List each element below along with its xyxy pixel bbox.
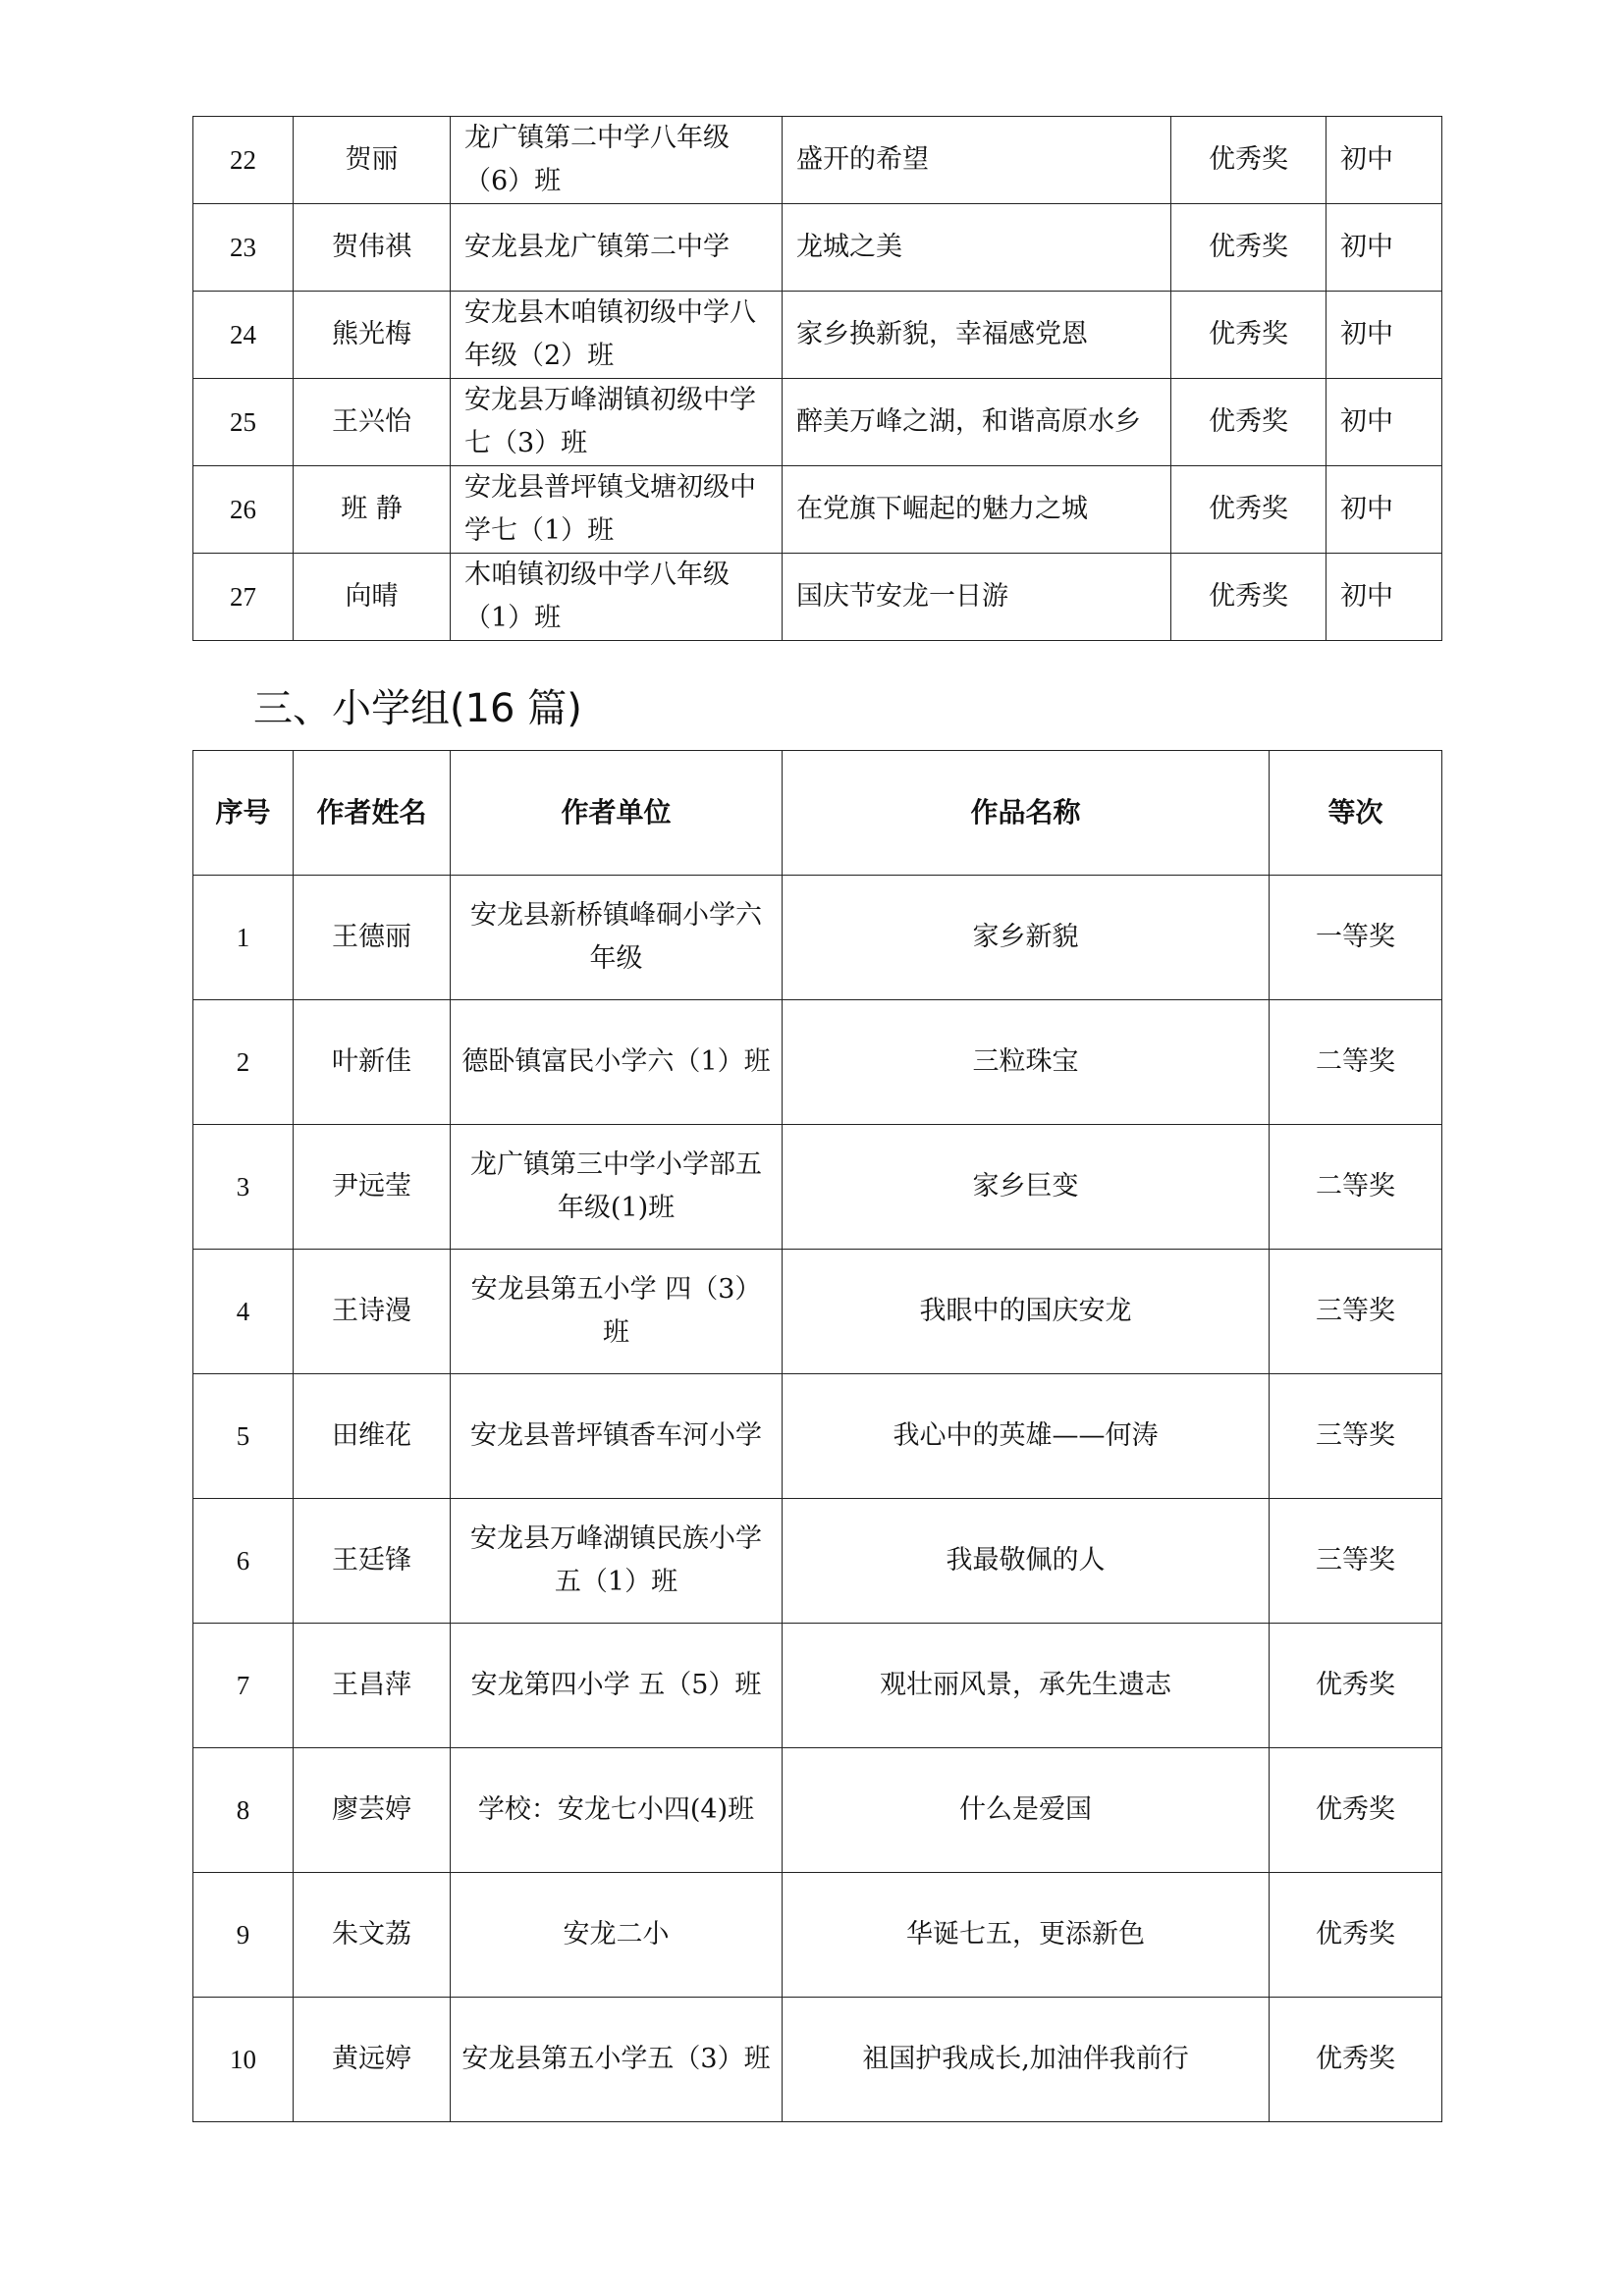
row-number: 27 [193, 554, 294, 641]
author-name: 王德丽 [294, 876, 451, 1000]
row-number: 26 [193, 466, 294, 554]
work-title: 醉美万峰之湖，和谐高原水乡 [783, 379, 1171, 466]
table-row [193, 1250, 1442, 1374]
row-number: 6 [193, 1499, 294, 1624]
work-title: 我最敬佩的人 [783, 1499, 1270, 1624]
author-name: 廖芸婷 [294, 1748, 451, 1873]
table-row [193, 204, 1442, 292]
author-name: 朱文荔 [294, 1873, 451, 1998]
row-number: 22 [193, 117, 294, 204]
author-name: 贺伟祺 [294, 204, 451, 292]
award-level: 优秀奖 [1270, 1624, 1442, 1748]
award-level: 优秀奖 [1171, 379, 1326, 466]
author-name: 王兴怡 [294, 379, 451, 466]
work-title: 三粒珠宝 [783, 1000, 1270, 1125]
work-title: 我心中的英雄——何涛 [783, 1374, 1270, 1499]
table-row [193, 1998, 1442, 2122]
author-unit: 德卧镇富民小学六（1）班 [451, 1000, 783, 1125]
row-number: 24 [193, 292, 294, 379]
author-unit: 学校：安龙七小四(4)班 [451, 1748, 783, 1873]
work-title: 家乡巨变 [783, 1125, 1270, 1250]
award-level: 优秀奖 [1171, 554, 1326, 641]
award-level: 优秀奖 [1171, 117, 1326, 204]
author-unit: 安龙县万峰湖镇初级中学七（3）班 [451, 379, 783, 466]
author-unit: 安龙县普坪镇戈塘初级中学七（1）班 [451, 466, 783, 554]
author-name: 叶新佳 [294, 1000, 451, 1125]
author-unit: 安龙县木咱镇初级中学八年级（2）班 [451, 292, 783, 379]
author-unit: 安龙第四小学 五（5）班 [451, 1624, 783, 1748]
author-unit: 安龙二小 [451, 1873, 783, 1998]
group-label: 初中 [1326, 204, 1442, 292]
table-row [193, 1748, 1442, 1873]
author-name: 田维花 [294, 1374, 451, 1499]
author-name: 班 静 [294, 466, 451, 554]
table-row [193, 1624, 1442, 1748]
table-row [193, 876, 1442, 1000]
work-title: 家乡新貌 [783, 876, 1270, 1000]
table-header-row [193, 751, 1442, 876]
group-label: 初中 [1326, 466, 1442, 554]
work-title: 龙城之美 [783, 204, 1171, 292]
row-number: 9 [193, 1873, 294, 1998]
table-row [193, 1000, 1442, 1125]
table-row [193, 1499, 1442, 1624]
author-name: 王廷锋 [294, 1499, 451, 1624]
author-name: 贺丽 [294, 117, 451, 204]
row-number: 5 [193, 1374, 294, 1499]
award-level: 一等奖 [1270, 876, 1442, 1000]
table-row [193, 1125, 1442, 1250]
table-row [193, 117, 1442, 204]
row-number: 4 [193, 1250, 294, 1374]
group-label: 初中 [1326, 554, 1442, 641]
table-row [193, 379, 1442, 466]
header-work-title: 作品名称 [783, 751, 1270, 876]
row-number: 2 [193, 1000, 294, 1125]
author-unit: 安龙县第五小学 四（3）班 [451, 1250, 783, 1374]
award-level: 二等奖 [1270, 1000, 1442, 1125]
award-level: 优秀奖 [1171, 292, 1326, 379]
group-label: 初中 [1326, 292, 1442, 379]
table-row [193, 1374, 1442, 1499]
work-title: 观壮丽风景，承先生遗志 [783, 1624, 1270, 1748]
row-number: 7 [193, 1624, 294, 1748]
award-level: 三等奖 [1270, 1499, 1442, 1624]
award-level: 三等奖 [1270, 1250, 1442, 1374]
award-level: 优秀奖 [1171, 204, 1326, 292]
header-award: 等次 [1270, 751, 1442, 876]
row-number: 8 [193, 1748, 294, 1873]
work-title: 什么是爱国 [783, 1748, 1270, 1873]
row-number: 10 [193, 1998, 294, 2122]
work-title: 国庆节安龙一日游 [783, 554, 1171, 641]
author-name: 王诗漫 [294, 1250, 451, 1374]
author-name: 尹远莹 [294, 1125, 451, 1250]
award-level: 二等奖 [1270, 1125, 1442, 1250]
award-level: 优秀奖 [1270, 1748, 1442, 1873]
author-unit: 安龙县第五小学五（3）班 [451, 1998, 783, 2122]
header-number: 序号 [193, 751, 294, 876]
header-author-name: 作者姓名 [294, 751, 451, 876]
author-name: 黄远婷 [294, 1998, 451, 2122]
table-row [193, 554, 1442, 641]
header-author-unit: 作者单位 [451, 751, 783, 876]
author-unit: 安龙县普坪镇香车河小学 [451, 1374, 783, 1499]
primary-school-table [192, 750, 1442, 2122]
author-name: 王昌萍 [294, 1624, 451, 1748]
row-number: 25 [193, 379, 294, 466]
section-heading: 三、小学组(16 篇) [253, 686, 582, 731]
work-title: 我眼中的国庆安龙 [783, 1250, 1270, 1374]
author-unit: 安龙县万峰湖镇民族小学五（1）班 [451, 1499, 783, 1624]
group-label: 初中 [1326, 379, 1442, 466]
author-unit: 龙广镇第三中学小学部五年级(1)班 [451, 1125, 783, 1250]
group-label: 初中 [1326, 117, 1442, 204]
author-name: 熊光梅 [294, 292, 451, 379]
table-row [193, 466, 1442, 554]
award-level: 优秀奖 [1171, 466, 1326, 554]
author-unit: 木咱镇初级中学八年级（1）班 [451, 554, 783, 641]
award-level: 三等奖 [1270, 1374, 1442, 1499]
author-name: 向晴 [294, 554, 451, 641]
table-row [193, 292, 1442, 379]
work-title: 家乡换新貌，幸福感党恩 [783, 292, 1171, 379]
middle-school-table [192, 116, 1442, 641]
table-row [193, 1873, 1442, 1998]
work-title: 盛开的希望 [783, 117, 1171, 204]
work-title: 在党旗下崛起的魅力之城 [783, 466, 1171, 554]
row-number: 1 [193, 876, 294, 1000]
work-title: 祖国护我成长,加油伴我前行 [783, 1998, 1270, 2122]
author-unit: 安龙县新桥镇峰硐小学六年级 [451, 876, 783, 1000]
row-number: 23 [193, 204, 294, 292]
work-title: 华诞七五，更添新色 [783, 1873, 1270, 1998]
award-level: 优秀奖 [1270, 1998, 1442, 2122]
row-number: 3 [193, 1125, 294, 1250]
author-unit: 安龙县龙广镇第二中学 [451, 204, 783, 292]
author-unit: 龙广镇第二中学八年级（6）班 [451, 117, 783, 204]
award-level: 优秀奖 [1270, 1873, 1442, 1998]
